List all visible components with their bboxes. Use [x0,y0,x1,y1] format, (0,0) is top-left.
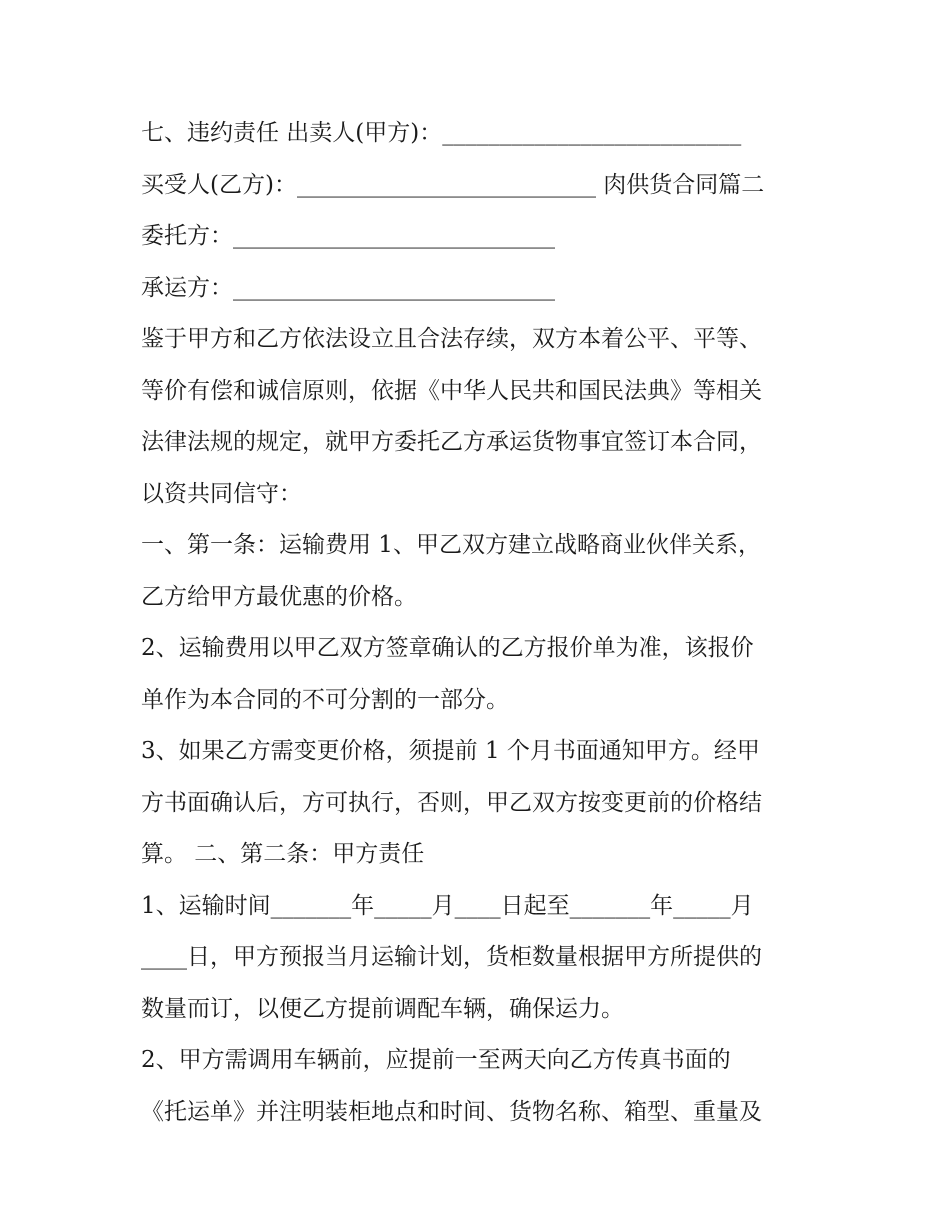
text-line: 七、违约责任 出卖人(甲方)：__________________________ [141,120,742,146]
text-line: 数量而订，以便乙方提前调配车辆，确保运力。 [141,995,624,1022]
text-line: 2、运输费用以甲乙双方签章确认的乙方报价单为准，该报价 [141,635,754,661]
text-line: 算。 二、第二条：甲方责任 [141,841,425,867]
text-line: 鉴于甲方和乙方依法设立且合法存续，双方本着公平、平等、 [141,326,762,352]
text-line: 方书面确认后，方可执行，否则，甲乙双方按变更前的价格结 [141,789,762,816]
text-line: 2、甲方需调用车辆前，应提前一至两天向乙方传真书面的 [141,1047,731,1073]
text-line: 单作为本合同的不可分割的一部分。 [141,686,509,713]
text-line: 买受人(乙方)：__________________________ 肉供货合同篇二 [141,171,765,198]
text-line: 承运方：____________________________ [141,274,555,301]
text-line: 乙方给甲方最优惠的价格。 [141,583,417,610]
text-line: 以资共同信守： [141,480,302,507]
text-line: 《托运单》并注明装柜地点和时间、货物名称、箱型、重量及 [141,1098,762,1125]
text-line: 3、如果乙方需变更价格，须提前 1 个月书面通知甲方。经甲 [141,738,760,764]
text-line: 1、运输时间_______年_____月____日起至_______年_____月 [141,892,754,919]
contract-text [141,108,821,1138]
text-line: 一、第一条：运输费用 1、甲乙双方建立战略商业伙伴关系， [141,532,761,558]
text-line: 法律法规的规定，就甲方委托乙方承运货物事宜签订本合同， [141,429,762,455]
text-line: ____日，甲方预报当月运输计划，货柜数量根据甲方所提供的 [141,944,762,970]
text-line: 等价有偿和诚信原则，依据《中华人民共和国民法典》等相关 [141,377,762,404]
text-line: 委托方：____________________________ [141,223,555,249]
